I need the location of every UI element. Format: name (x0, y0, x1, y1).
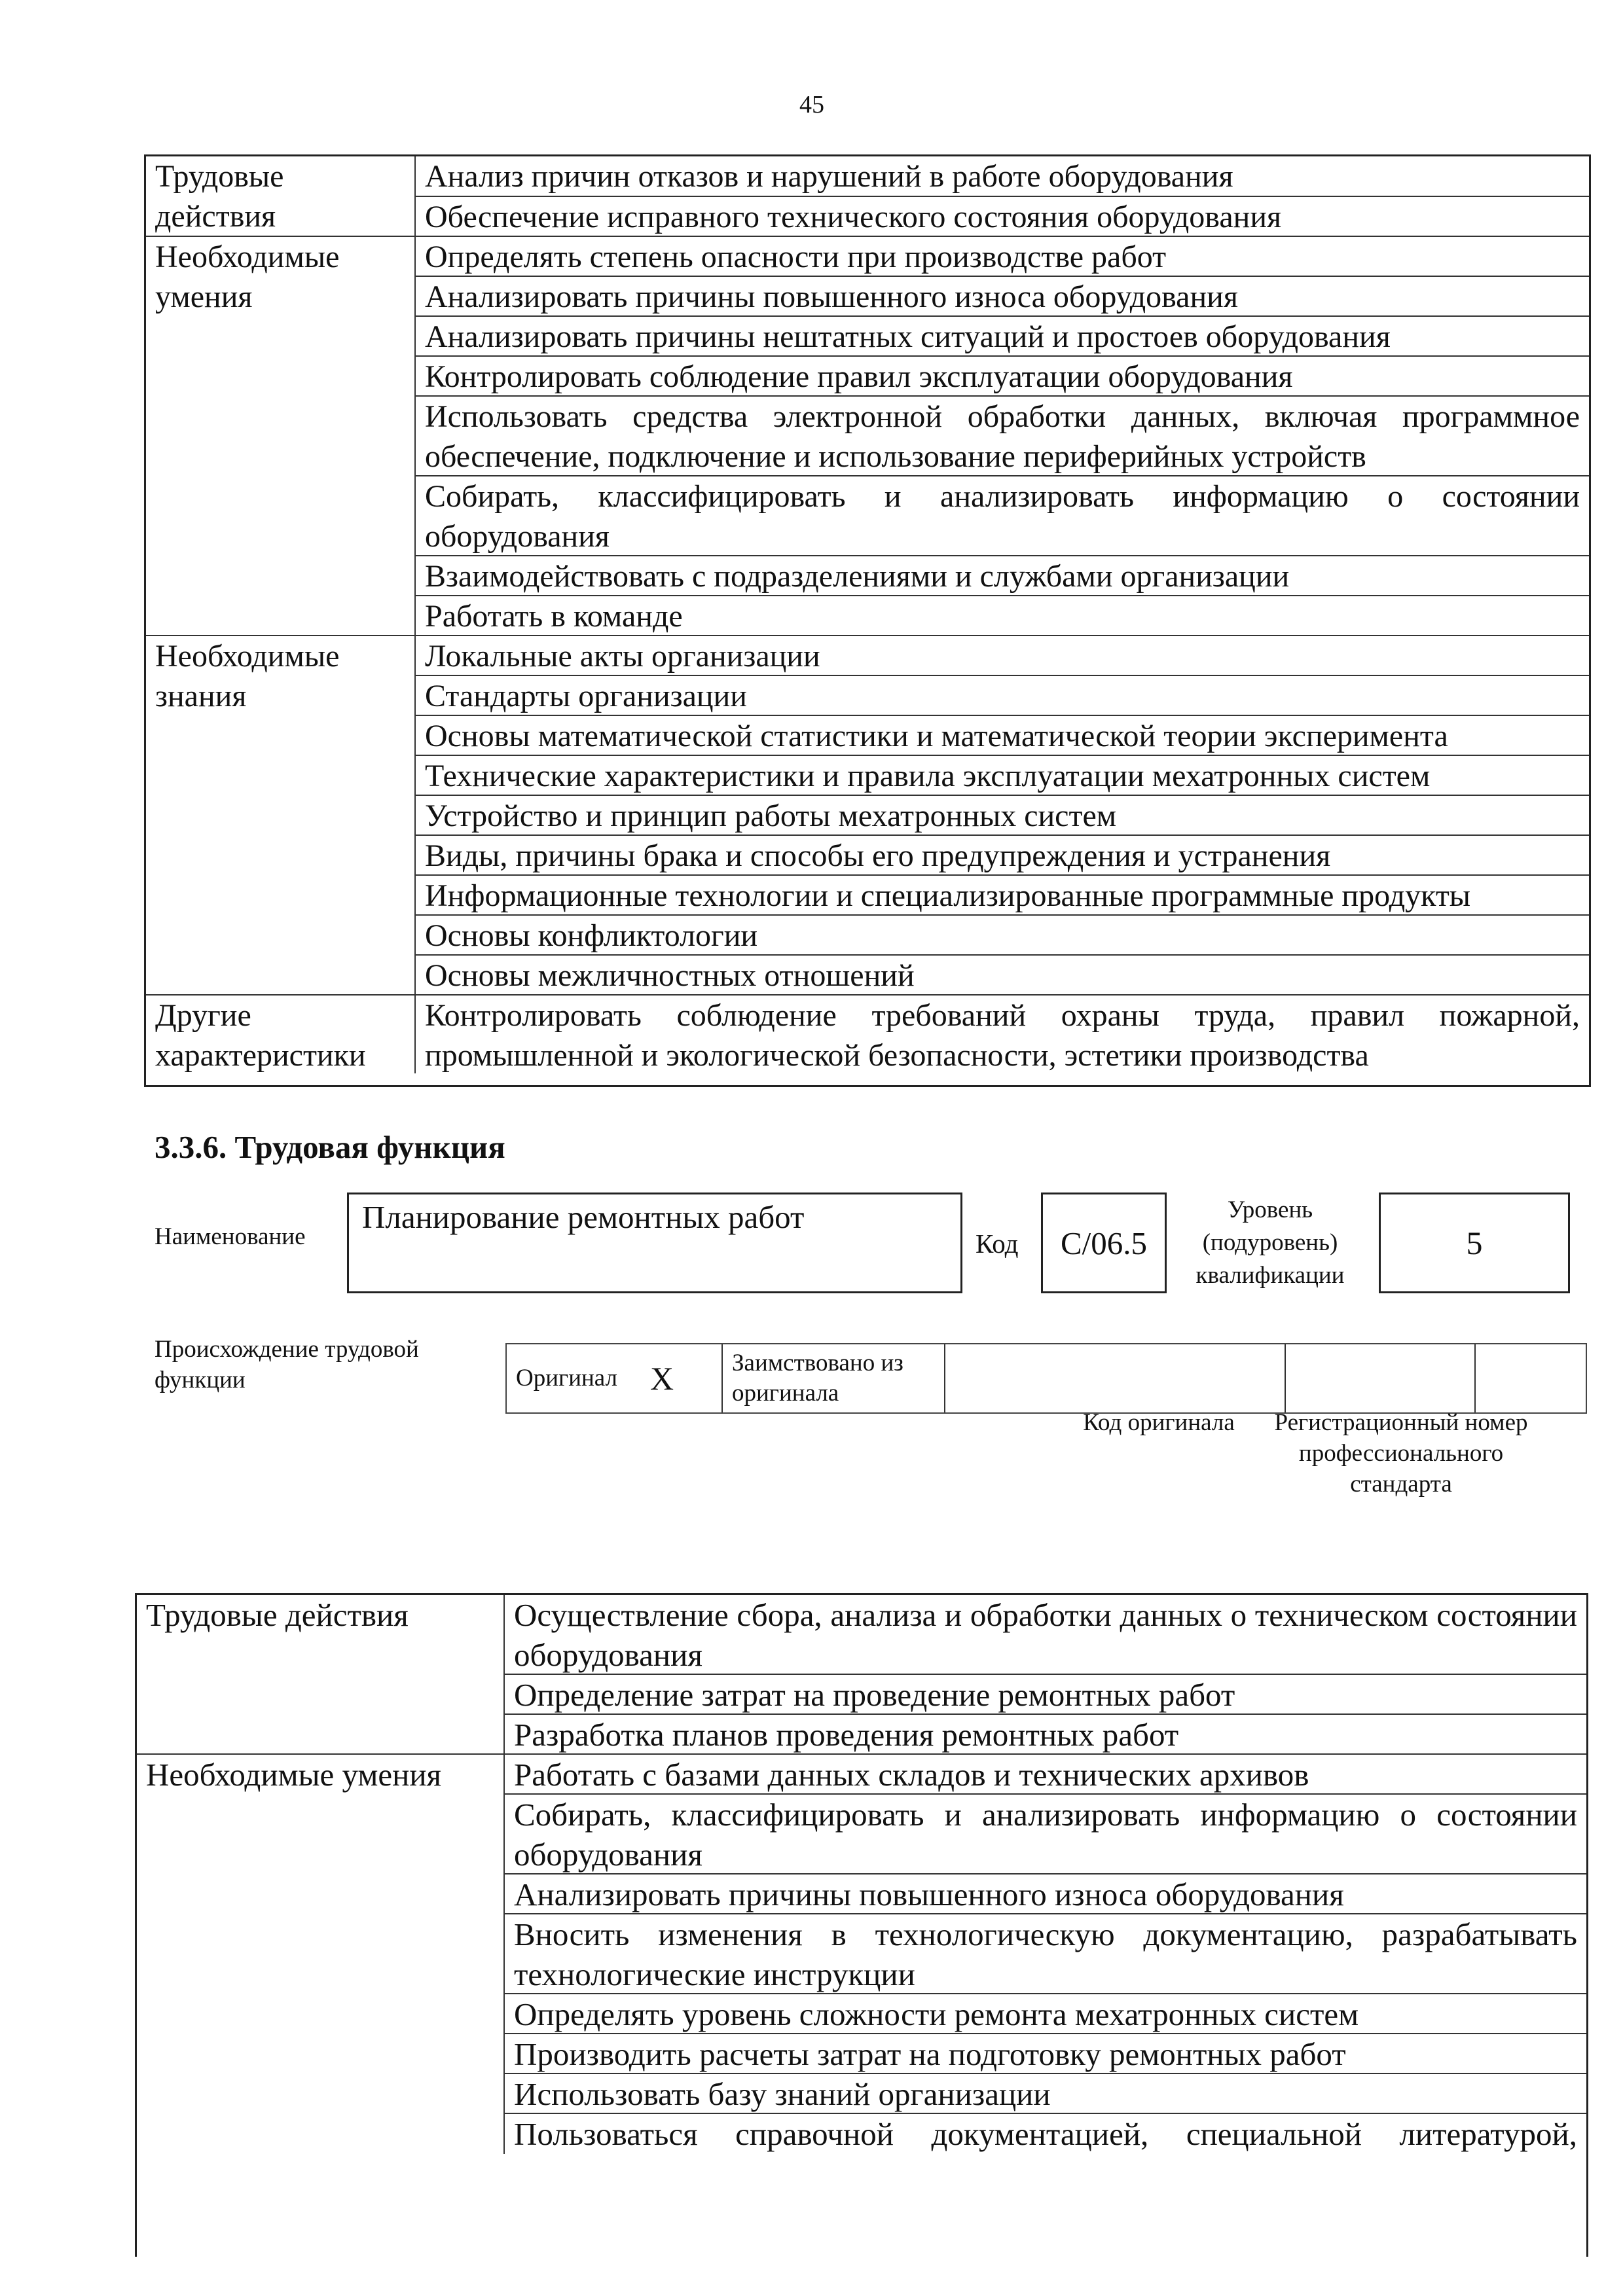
table-cell: Определение затрат на проведение ремонтных работ (505, 1675, 1586, 1715)
origin-label: Происхождение трудовой функции (155, 1336, 419, 1393)
table-cell: Осуществление сбора, анализа и обработки данных о техническом состоянии оборудования (505, 1595, 1586, 1675)
level-label: Уровень (подуровень) квалификации (1195, 1196, 1345, 1289)
borrowed-cell (723, 1344, 945, 1412)
table-cell: Определять степень опасности при производстве работ (416, 237, 1589, 277)
level-box (1379, 1193, 1570, 1293)
borrowed-label: Заимствовано из оригинала (732, 1350, 903, 1407)
table-cell: Разработка планов проведения ремонтных работ (505, 1715, 1586, 1755)
section-title: 3.3.6. Трудовая функция (155, 1129, 505, 1165)
table-cell: Устройство и принцип работы мехатронных систем (416, 796, 1589, 836)
table-cell: Производить расчеты затрат на подготовку ремонтных работ (505, 2034, 1586, 2074)
origin-table (505, 1343, 1587, 1414)
table-cell: Пользоваться справочной документацией, специальной литературой, (514, 2116, 1577, 2152)
empty-cell (945, 1344, 1286, 1412)
row-label-skills: Необходимые умения (137, 1755, 505, 2154)
table-cell: Основы математической статистики и математической теории эксперимента (416, 716, 1589, 756)
table-cell: Стандарты организации (416, 676, 1589, 716)
table-cell: Основы конфликтологии (416, 916, 1589, 956)
table-cell: Технические характеристики и правила эксплуатации мехатронных систем (416, 756, 1589, 796)
code-box (1041, 1193, 1167, 1293)
table-cell: Анализировать причины повышенного износа оборудования (416, 277, 1589, 317)
row-label-labor-actions: Трудовые действия (137, 1595, 505, 1755)
name-label: Наименование (155, 1223, 306, 1250)
table-cell: Виды, причины брака и способы его предупреждения и устранения (416, 836, 1589, 876)
row-label-other: Другие характеристики (146, 996, 416, 1073)
code-label: Код (976, 1229, 1019, 1259)
reg-caption: Регистрационный номер профессионального стандарта (1274, 1409, 1528, 1498)
table-cell: Собирать, классифицировать и анализировать информацию о состоянии оборудования (505, 1795, 1586, 1874)
name-box (347, 1193, 962, 1293)
table-cell: Использовать средства электронной обработки данных, включая программное обеспечение, подключение и использование периферийных устройств (416, 397, 1589, 476)
competency-table-previous (144, 154, 1591, 1087)
row-label-knowledge: Необходимые знания (146, 636, 416, 996)
table-cell: Собирать, классифицировать и анализировать информацию о состоянии оборудования (416, 476, 1589, 556)
table-cell: Контролировать соблюдение требований охраны труда, правил пожарной, промышленной и экологической безопасности, эстетики производства (425, 998, 1580, 1073)
table-cell: Вносить изменения в технологическую документацию, разрабатывать технологические инструкции (505, 1914, 1586, 1994)
original-label: Оригинал (516, 1365, 618, 1391)
row-label-skills: Необходимые умения (146, 237, 416, 636)
table-cell: Определять уровень сложности ремонта мехатронных систем (505, 1994, 1586, 2034)
table-cell: Основы межличностных отношений (416, 956, 1589, 996)
table-cell: Работать в команде (416, 596, 1589, 636)
function-name: Планирование ремонтных работ (362, 1199, 805, 1235)
table-cell: Взаимодействовать с подразделениями и службами организации (416, 556, 1589, 596)
table-cell: Анализировать причины нештатных ситуаций и простоев оборудования (416, 317, 1589, 357)
original-code-cell (1286, 1344, 1476, 1412)
original-mark: X (650, 1360, 674, 1397)
code-caption: Код оригинала (1083, 1409, 1235, 1436)
table-cell: Использовать базу знаний организации (505, 2074, 1586, 2114)
table-cell: Работать с базами данных складов и технических архивов (505, 1755, 1586, 1795)
row-label-labor-actions: Трудовые действия (146, 156, 416, 237)
table-cell: Анализировать причины повышенного износа оборудования (505, 1874, 1586, 1914)
table-cell: Обеспечение исправного технического состояния оборудования (416, 197, 1589, 237)
function-code: C/06.5 (1060, 1225, 1148, 1261)
table-cell: Информационные технологии и специализированные программные продукты (416, 876, 1589, 916)
level-value: 5 (1466, 1225, 1483, 1261)
table-cell: Анализ причин отказов и нарушений в работе оборудования (416, 156, 1589, 197)
original-cell (507, 1344, 723, 1412)
reg-number-cell (1476, 1344, 1586, 1412)
table-cell: Контролировать соблюдение правил эксплуатации оборудования (416, 357, 1589, 397)
competency-table (135, 1593, 1588, 2257)
page-number: 45 (799, 91, 824, 118)
table-cell: Локальные акты организации (416, 636, 1589, 676)
